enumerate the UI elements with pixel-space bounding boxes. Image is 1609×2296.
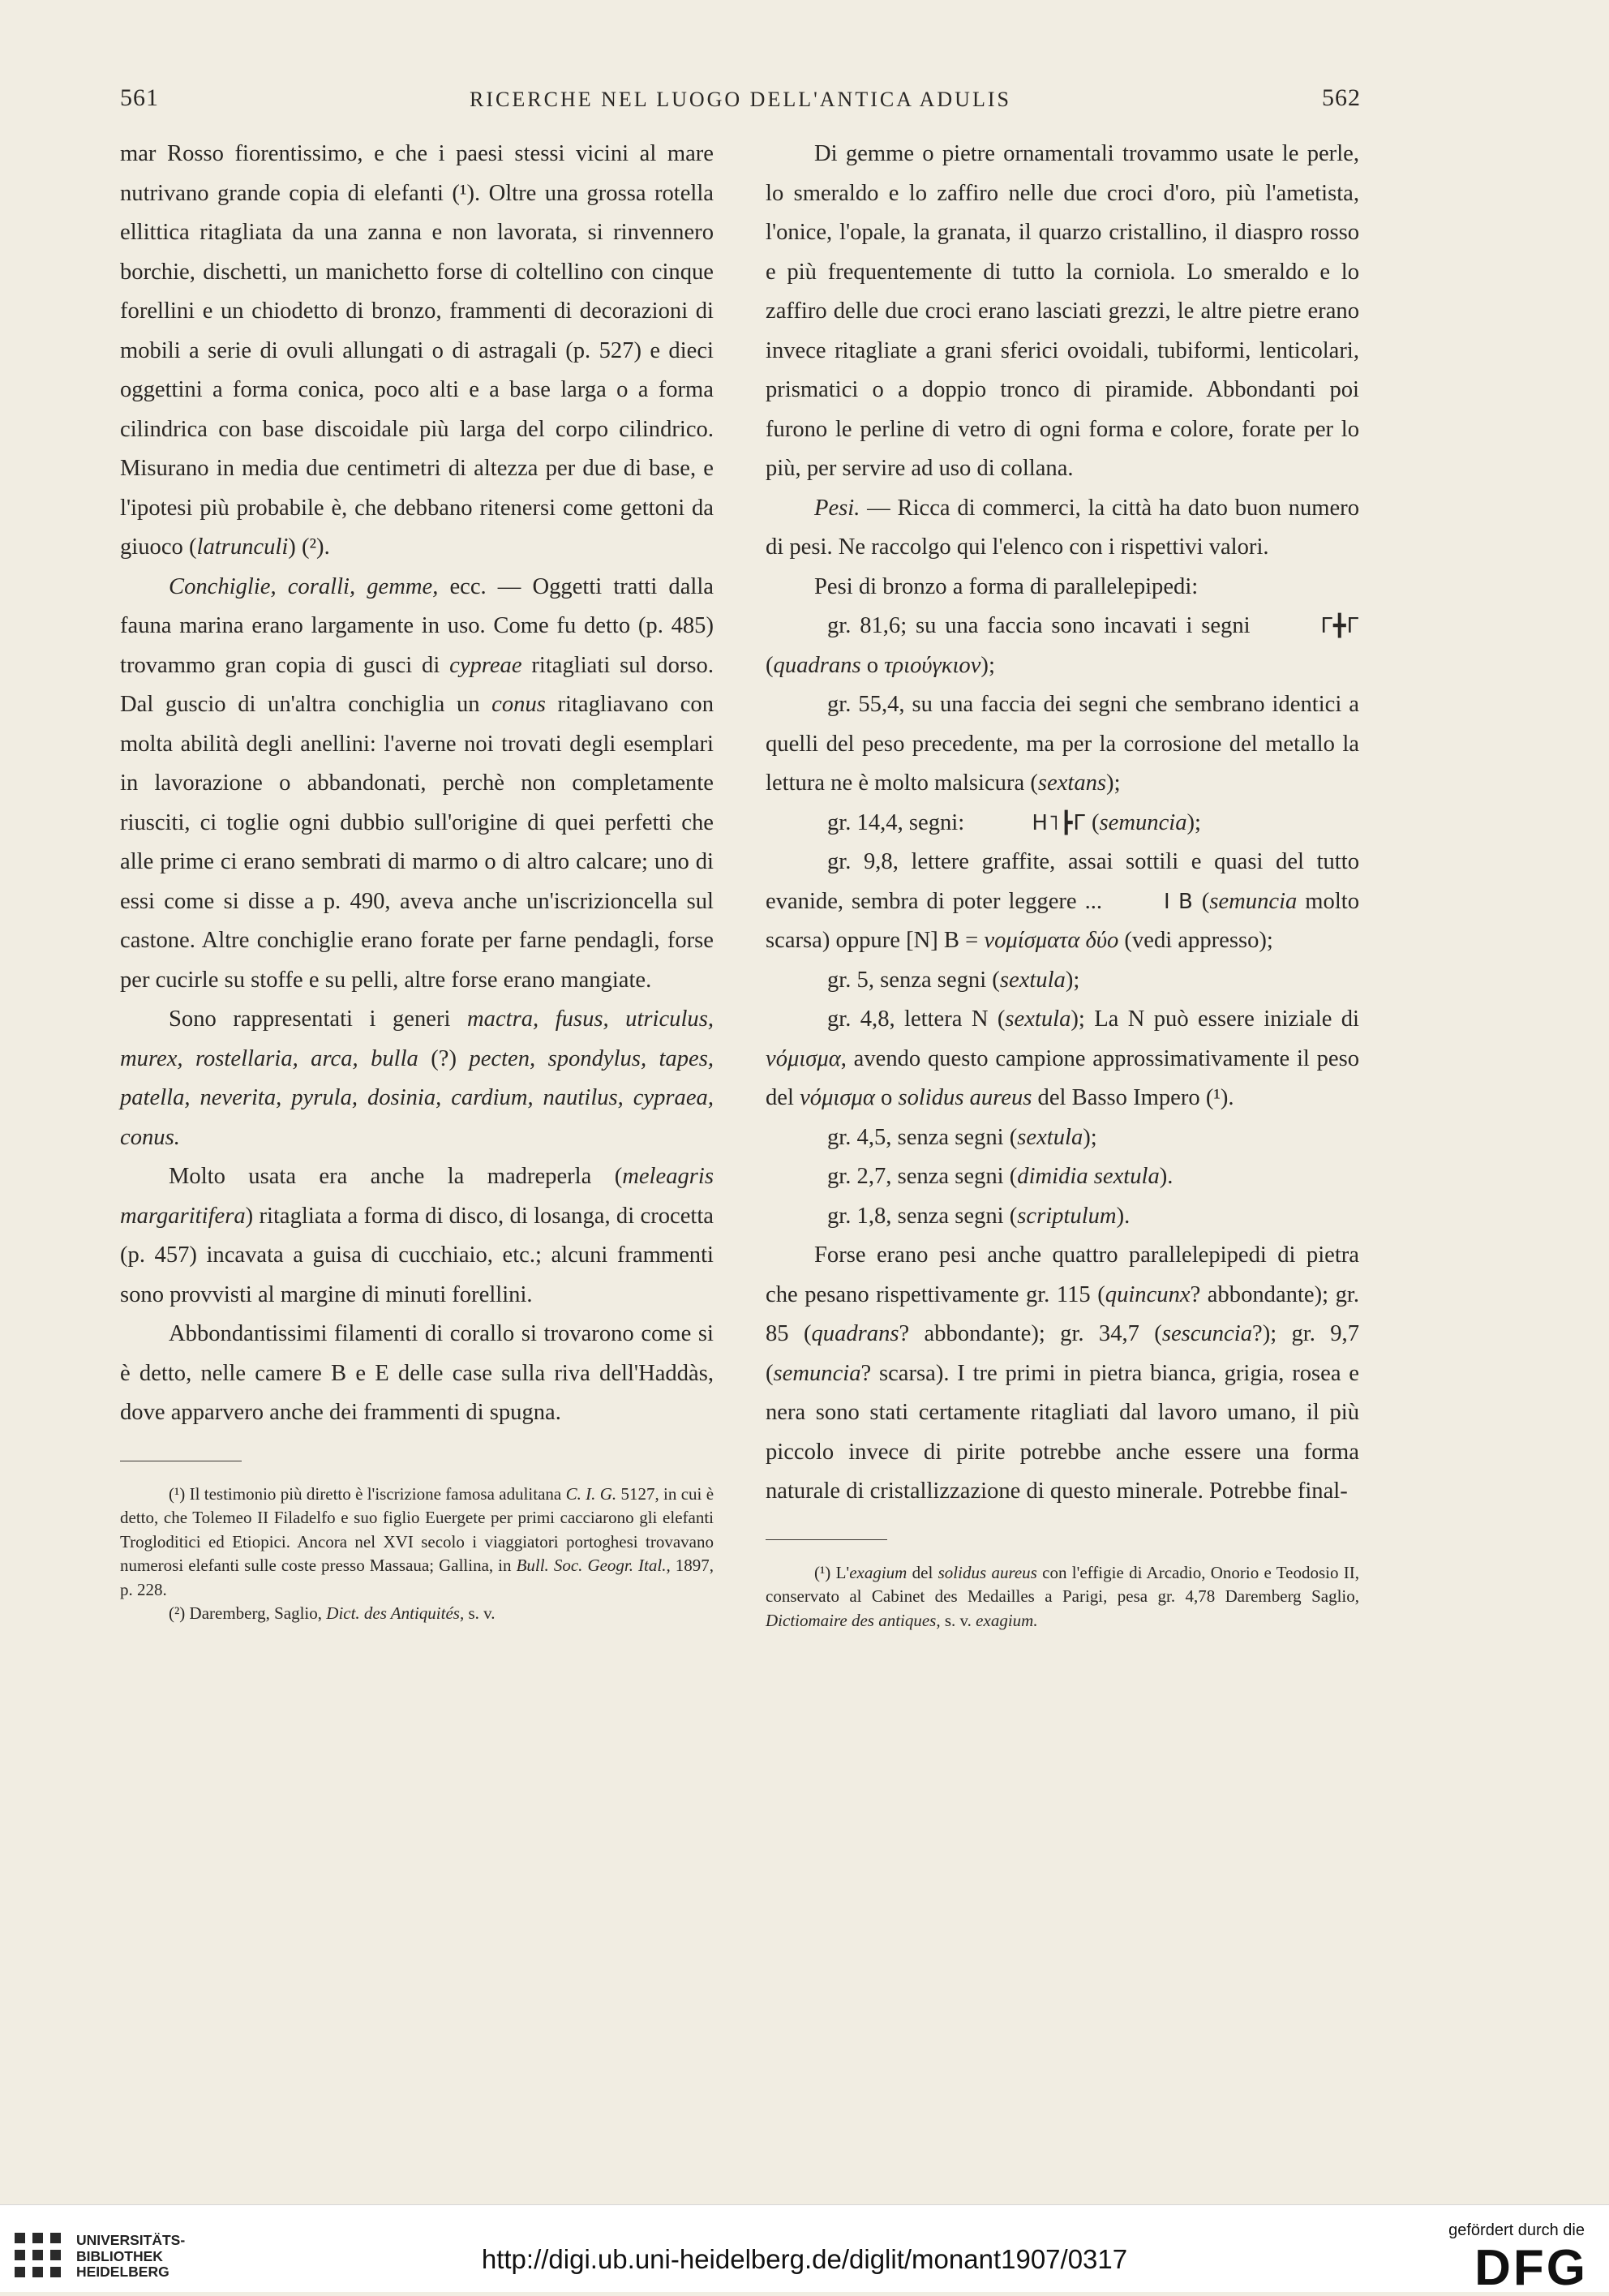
weight-sign-1: Γ╋Γ <box>1320 614 1359 638</box>
weight-item-9: gr. 1,8, senza segni (scriptulum). <box>827 1203 1131 1229</box>
weight-sign-3: H˥┣Γ <box>1032 810 1086 835</box>
footnote-rule-right <box>766 1539 887 1540</box>
library-name: UNIVERSITÄTS- BIBLIOTHEK HEIDELBERG <box>76 2232 186 2280</box>
page-number-right: 562 <box>1322 84 1361 111</box>
weight-item-1: gr. 81,6; su una faccia sono incavati i segni Γ╋Γ (quadrans o τριούγκιον); <box>766 607 1359 685</box>
footnote-1-left: (¹) Il testimonio più diretto è l'iscrizione famosa adulitana C. I. G. 5127, in cui è detto, che Tolemeo II Filadelfo e suo figlio Euergete per primi cacciarono gli elefanti Trogloditici ed Etiopici. Ancora nel XVI secolo i viaggiatori portoghesi trovavano numerosi elefanti sulle coste presso Massaua; Gallina, in Bull. Soc. Geogr. Ital., 1897, p. 228. <box>120 1483 714 1599</box>
permalink-url[interactable]: http://digi.ub.uni-heidelberg.de/diglit/monant1907/0317 <box>481 2244 1128 2274</box>
paragraph-shells: Conchiglie, coralli, gemme, ecc. — Oggetti tratti dalla fauna marina erano largamente in uso. Come fu detto (p. 485) trovammo gran copia di gusci di cypreae ritagliati sul dorso. Dal guscio di un'altra conchiglia un conus ritagliavano con molta abilità degli anellini: l'averne noi trovati degli esemplari in lavorazione o abbandonati, perchè non completamente riusciti, ci toglie ogni dubbio sull'origine di quei perfetti che alle prime ci erano sembrati di marmo o di altro calcare; uno di essi come si disse a p. 490, aveva anche un'iscrizioncella sul castone. Altre conchiglie erano forate per farne pendagli, forse per cucirle su stoffe e su pelli, altre forse erano mangiate. <box>120 573 714 993</box>
paragraph-weights-intro: Pesi. — Ricca di commerci, la città ha dato buon numero di pesi. Ne raccolgo qui l'elenco con i rispettivi valori. <box>766 495 1359 560</box>
weight-item-2: gr. 55,4, su una faccia dei segni che sembrano identici a quelli del peso precedente, ma per la corrosione del metallo la lettura ne è molto malsicura (sextans); <box>766 692 1359 796</box>
weight-item-3: gr. 14,4, segni: H˥┣Γ (semuncia); <box>766 804 1359 843</box>
left-column <box>120 135 714 1626</box>
weight-item-6: gr. 4,8, lettera N (sextula); La N può essere iniziale di νόμισμα, avendo questo campione approssimativamente il peso del νόμισμα o solidus aureus del Basso Impero (¹). <box>766 1006 1360 1110</box>
paragraph-gems: Di gemme o pietre ornamentali trovammo usate le perle, lo smeraldo e lo zaffiro nelle due croci d'oro, più l'ametista, l'onice, l'opale, la granata, il quarzo cristallino, il diaspro rosso e più frequentemente di tutto la corniola. Lo smeraldo e lo zaffiro delle due croci erano lasciati grezzi, le altre pietre erano invece ritagliate a grani sferici ovoidali, tubiformi, lenticolari, prismatici o a doppio tronco di piramide. Abbondanti poi furono le perline di vetro di ogni forma e colore, forate per lo più, per servire ad uso di collana. <box>766 141 1359 481</box>
paragraph-genera: Sono rappresentati i generi mactra, fusus, utriculus, murex, rostellaria, arca, bulla (?) pecten, spondylus, tapes, patella, neverita, pyrula, dosinia, cardium, nautilus, cypraea, conus. <box>120 1006 714 1150</box>
weight-item-5: gr. 5, senza segni (sextula); <box>827 967 1080 993</box>
funded-by-text: gefördert durch die <box>1448 2221 1585 2239</box>
weight-item-4: gr. 9,8, lettere graffite, assai sottili e quasi del tutto evanide, sembra di poter leggere ... I B (semuncia molto scarsa) oppure [N] B = νομίσματα δύο (vedi appresso); <box>766 849 1360 953</box>
page-number-left: 561 <box>120 84 159 111</box>
running-title: RICERCHE NEL LUOGO DELL'ANTICA ADULIS <box>470 88 1011 111</box>
paragraph-stone-weights: Forse erano pesi anche quattro parallelepipedi di pietra che pesano rispettivamente gr. 115 (quincunx? abbondante); gr. 85 (quadrans? abbondante); gr. 34,7 (sescuncia?); gr. 9,7 (semuncia? scarsa). I tre primi in pietra bianca, grigia, rosea e nera sono stati certamente ritagliati dal lavoro umano, il più piccolo invece di pirite potrebbe anche essere una forma naturale di cristallizzazione di questo minerale. Potrebbe final- <box>766 1242 1359 1504</box>
footnote-2-left: (²) Daremberg, Saglio, Dict. des Antiquités, s. v. <box>169 1603 496 1624</box>
paragraph-bronze-weights: Pesi di bronzo a forma di parallelepipedi: <box>814 573 1199 599</box>
weight-item-7: gr. 4,5, senza segni (sextula); <box>827 1124 1097 1150</box>
paragraph-ivory: mar Rosso fiorentissimo, e che i paesi stessi vicini al mare nutrivano grande copia di elefanti (¹). Oltre una grossa rotella ellittica ritagliata da una zanna e non lavorata, si rinvennero borchie, dischetti, un manichetto forse di coltellino con cinque forellini e un chiodetto di bronzo, frammenti di decorazioni di mobili a serie di ovuli allungati o di astragali (p. 527) e dieci oggettini a forma conica, poco alti e a base larga o a forma cilindrica con base discoidale più larga del corpo cilindrico. Misurano in media due centimetri di altezza per due di base, e l'ipotesi più probabile è, che debbano ritenersi come gettoni da giuoco (latrunculi) (²). <box>120 141 714 560</box>
weight-item-8: gr. 2,7, senza segni (dimidia sextula). <box>827 1164 1173 1189</box>
dfg-logo: DFG <box>1474 2240 1588 2296</box>
viewer-footer <box>0 2204 1609 2296</box>
paragraph-mother-of-pearl: Molto usata era anche la madreperla (meleagris margaritifera) ritagliata a forma di disco, di losanga, di crocetta (p. 457) incavata a guisa di cucchiaio, etc.; alcuni frammenti sono provvisti al margine di minuti forellini. <box>120 1164 714 1307</box>
footnote-1-right: (¹) L'exagium del solidus aureus con l'effigie di Arcadio, Onorio e Teodosio II, conservato al Cabinet des Medailles a Parigi, pesa gr. 4,78 Daremberg Saglio, Dictiomaire des antiques, s. v. exagium. <box>766 1562 1360 1630</box>
paragraph-coral: Abbondantissimi filamenti di corallo si trovarono come si è detto, nelle camere B e E delle case sulla riva dell'Haddàs, dove apparvero anche dei frammenti di spugna. <box>120 1321 714 1425</box>
running-header <box>120 84 1361 117</box>
weight-sign-4: I B <box>1164 889 1194 914</box>
right-column <box>766 135 1359 1633</box>
